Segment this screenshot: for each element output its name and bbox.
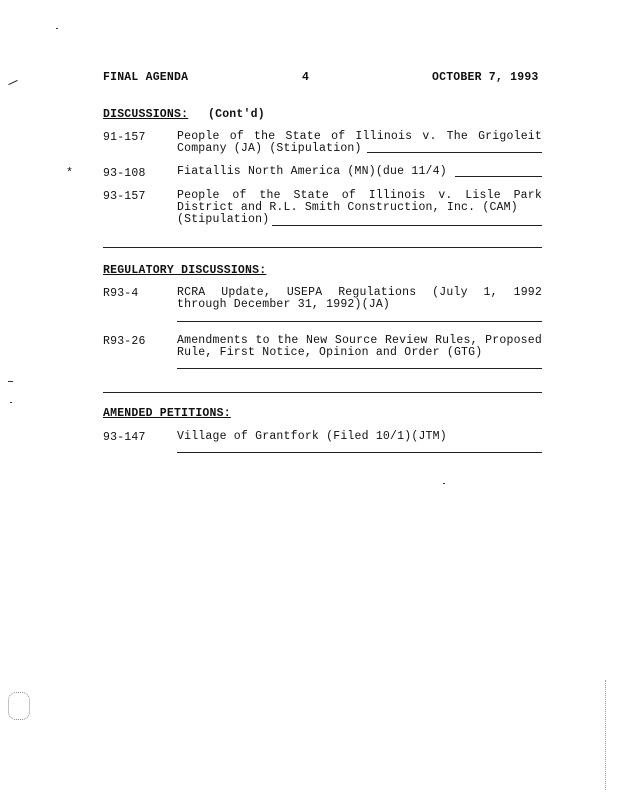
scan-speck	[10, 402, 12, 403]
section-heading-regulatory: REGULATORY DISCUSSIONS:	[103, 264, 267, 277]
item-number: R93-4	[103, 287, 139, 300]
signature-line	[367, 152, 542, 153]
item-number: 93-147	[103, 431, 146, 444]
page-number: 4	[302, 71, 310, 84]
item-text-line: District and R.L. Smith Construction, Inc. (CAM)	[177, 201, 518, 214]
signature-line	[177, 321, 542, 322]
item-number: 93-108	[103, 167, 146, 180]
item-text-line: (Stipulation)	[177, 213, 270, 226]
item-number: 91-157	[103, 131, 146, 144]
scan-speck	[56, 28, 58, 29]
item-text	[177, 287, 542, 311]
agenda-date: OCTOBER 7, 1993	[432, 71, 539, 84]
scan-speck	[8, 381, 13, 382]
scan-speck	[443, 483, 445, 484]
item-text-line: Company (JA) (Stipulation)	[177, 142, 362, 155]
item-text	[177, 431, 542, 443]
item-text-line: People of the State of Illinois v. Lisle Park	[177, 189, 542, 202]
item-text-line: RCRA Update, USEPA Regulations (July 1, 1992	[177, 286, 542, 299]
section-divider	[103, 392, 542, 393]
item-text-line: through December 31, 1992)(JA)	[177, 298, 391, 311]
section-divider	[103, 247, 542, 248]
item-text-line: Rule, First Notice, Opinion and Order (GTG)	[177, 346, 483, 359]
section-heading-suffix: (Cont'd)	[208, 108, 265, 121]
scan-edge-line	[605, 680, 606, 790]
item-number: R93-26	[103, 335, 146, 348]
item-text-line: Fiatallis North America (MN)(due 11/4)	[177, 165, 447, 178]
signature-line	[177, 452, 542, 453]
signature-line	[272, 225, 542, 226]
agenda-title: FINAL AGENDA	[103, 71, 189, 84]
signature-line	[177, 368, 542, 369]
signature-line	[455, 176, 542, 177]
item-text-line: Amendments to the New Source Review Rules, Proposed	[177, 334, 542, 347]
item-marker: *	[66, 167, 74, 180]
section-heading-amended-petitions: AMENDED PETITIONS:	[103, 407, 231, 420]
item-text-line: People of the State of Illinois v. The Grigoleit	[177, 130, 542, 143]
section-heading-discussions: DISCUSSIONS:	[103, 108, 189, 121]
item-text-line: Village of Grantfork (Filed 10/1)(JTM)	[177, 430, 447, 443]
scan-smudge	[8, 692, 30, 720]
scan-speck	[8, 80, 17, 85]
item-text	[177, 190, 542, 226]
item-text	[177, 335, 542, 359]
item-number: 93-157	[103, 190, 146, 203]
